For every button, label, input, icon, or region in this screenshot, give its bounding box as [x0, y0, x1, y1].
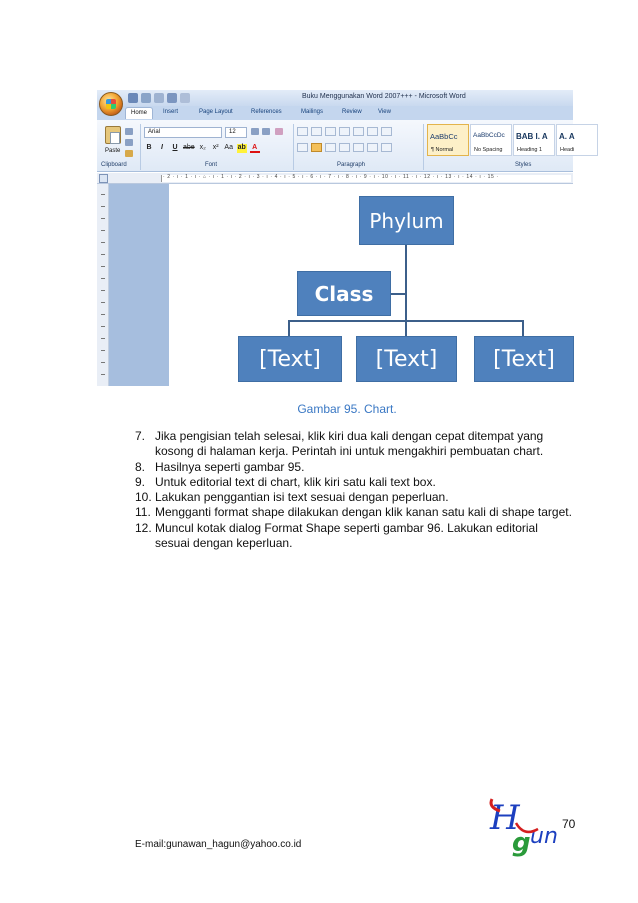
pilcrow-icon[interactable]: [381, 127, 392, 136]
group-divider: [140, 124, 141, 170]
smartart-text-box[interactable]: [Text]: [474, 336, 574, 382]
word-screenshot: [97, 90, 573, 386]
smartart-text-box[interactable]: [Text]: [356, 336, 457, 382]
font-group-label: Font: [205, 162, 218, 168]
numbering-icon[interactable]: [311, 127, 322, 136]
line-spacing-icon[interactable]: [353, 143, 364, 152]
superscript-button[interactable]: x²: [212, 144, 219, 151]
caption-text: Gambar 95. Chart.: [297, 402, 397, 416]
borders-icon[interactable]: [381, 143, 392, 152]
font-size-select[interactable]: 12: [225, 127, 247, 138]
font-format-buttons: [144, 144, 260, 153]
shrink-font-icon[interactable]: [262, 128, 270, 135]
item-number: 8.: [135, 459, 146, 474]
ribbon-tabs: [97, 106, 573, 120]
list-item: [135, 429, 575, 460]
paragraph-row-1: [297, 127, 392, 136]
footer-email: E-mail:gunawan_hagun@yahoo.co.id: [135, 839, 302, 850]
group-divider: [293, 124, 294, 170]
smartart-phylum-box[interactable]: Phylum: [359, 196, 454, 245]
change-case-button[interactable]: Aa: [224, 144, 233, 151]
list-item: [135, 505, 575, 520]
style-sample: BAB I. A: [516, 132, 548, 141]
connector-line: [522, 320, 524, 336]
item-text: Jika pengisian telah selesai, klik kiri dua kali dengan cepat ditempat yang kosong di halaman kerja. Perintah ini untuk mengakhiri pembuatan chart.: [155, 429, 544, 459]
style-name: No Spacing: [474, 147, 503, 153]
styles-group-label: Styles: [515, 162, 532, 168]
print-icon[interactable]: [167, 93, 177, 103]
list-item: [135, 460, 575, 475]
title-bar: [97, 90, 573, 106]
paragraph-group-label: Paragraph: [337, 162, 366, 168]
save-icon[interactable]: [128, 93, 138, 103]
highlight-color-button[interactable]: ab: [237, 144, 246, 151]
office-button[interactable]: [99, 92, 123, 116]
ribbon: [97, 120, 573, 172]
format-painter-icon[interactable]: [125, 150, 133, 157]
quick-access-toolbar: [128, 93, 190, 103]
tab-references[interactable]: References: [251, 109, 282, 115]
svg-text:g: g: [512, 828, 531, 858]
page-number: 70: [562, 817, 576, 831]
item-text: Lakukan penggantian isi text sesuai dengan peperluan.: [155, 490, 449, 505]
tab-view[interactable]: View: [378, 109, 391, 115]
style-sample: AaBbCc: [430, 132, 458, 141]
item-text: Hasilnya seperti gambar 95.: [155, 459, 305, 474]
style-name: Heading 1: [517, 147, 543, 153]
document-canvas[interactable]: [169, 184, 573, 386]
smartart-text-box[interactable]: [Text]: [238, 336, 342, 382]
svg-text:un: un: [530, 824, 558, 849]
style-name: Headi: [560, 147, 575, 153]
sort-icon[interactable]: [367, 127, 378, 136]
style-sample: AaBbCcDc: [473, 132, 505, 139]
clear-format-icon[interactable]: [275, 128, 283, 135]
bold-button[interactable]: B: [146, 144, 152, 151]
horizontal-ruler: [97, 173, 573, 184]
redo-icon[interactable]: [154, 93, 164, 103]
style-sample: A. A: [559, 132, 575, 141]
tab-insert[interactable]: Insert: [163, 109, 179, 115]
office-logo-icon: [106, 99, 116, 109]
multilevel-list-icon[interactable]: [325, 127, 336, 136]
item-text: Mengganti format shape dilakukan dengan klik kanan satu kali di shape target.: [155, 505, 572, 520]
tab-review[interactable]: Review: [342, 109, 362, 115]
item-number: 9.: [135, 474, 146, 489]
font-color-button[interactable]: A: [250, 144, 260, 153]
grow-font-icon[interactable]: [251, 128, 259, 135]
underline-button[interactable]: U: [172, 144, 178, 151]
align-left-icon[interactable]: [297, 143, 308, 152]
smartart-class-box[interactable]: Class: [297, 271, 391, 316]
item-number: 12.: [135, 520, 152, 535]
cut-icon[interactable]: [125, 128, 133, 135]
paragraph-row-2: [297, 143, 392, 152]
instruction-list: [135, 429, 575, 551]
justify-icon[interactable]: [339, 143, 350, 152]
style-heading-1[interactable]: [513, 124, 555, 156]
paste-label: Paste: [105, 148, 121, 154]
style-name: ¶ Normal: [431, 147, 454, 153]
align-right-icon[interactable]: [325, 143, 336, 152]
svg-text:H: H: [490, 798, 520, 838]
list-item: [135, 521, 575, 552]
tab-selector-icon[interactable]: [99, 174, 108, 183]
copy-icon[interactable]: [125, 139, 133, 146]
strikethrough-button[interactable]: abe: [183, 144, 195, 151]
list-item: [135, 490, 575, 505]
ruler-numbers: · 2 · ı · 1 · ı · ⌂ · ı · 1 · ı · 2 · ı · 3 · ı · 4 · ı · 5 · ı · 6 · ı · 7 · ı · 8 · ı · 9 · ı · 10 · ı · 11 · ı · 12 · ı · 13 · ı · 14 · ı · 15 ·: [163, 174, 499, 180]
page-margin-area: [109, 184, 169, 386]
item-number: 7.: [135, 429, 146, 443]
vertical-ruler: [97, 184, 109, 386]
decrease-indent-icon[interactable]: [339, 127, 350, 136]
italic-button[interactable]: I: [161, 144, 163, 151]
undo-icon[interactable]: [141, 93, 151, 103]
list-item: [135, 475, 575, 490]
center-icon[interactable]: [311, 143, 322, 152]
connector-line: [288, 320, 290, 336]
style-no-spacing[interactable]: [470, 124, 512, 156]
connector-line: [390, 293, 405, 295]
clipboard-group-label: Clipboard: [101, 162, 127, 168]
customize-icon[interactable]: [180, 93, 190, 103]
style-heading-2[interactable]: [556, 124, 598, 156]
bullets-icon[interactable]: [297, 127, 308, 136]
increase-indent-icon[interactable]: [353, 127, 364, 136]
paste-icon[interactable]: [105, 126, 121, 144]
connector-line: [405, 320, 407, 336]
font-name-select[interactable]: Arial: [144, 127, 222, 138]
shading-icon[interactable]: [367, 143, 378, 152]
item-text: Muncul kotak dialog Format Shape seperti gambar 96. Lakukan editorial sesuai dengan keperluan.: [155, 520, 538, 551]
tab-home[interactable]: Home: [125, 107, 153, 119]
figure-caption: [0, 402, 638, 416]
window-title: Buku Menggunakan Word 2007+++ - Microsoft Word: [302, 93, 466, 100]
tab-page-layout[interactable]: Page Layout: [199, 109, 233, 115]
item-number: 11.: [135, 505, 151, 520]
item-number: 10.: [135, 490, 152, 505]
group-divider: [423, 124, 424, 170]
style-normal[interactable]: [427, 124, 469, 156]
item-text: Untuk editorial text di chart, klik kiri satu kali text box.: [155, 474, 436, 489]
tab-mailings[interactable]: Mailings: [301, 109, 324, 115]
subscript-button[interactable]: x₂: [199, 144, 206, 151]
connector-line: [405, 245, 407, 321]
